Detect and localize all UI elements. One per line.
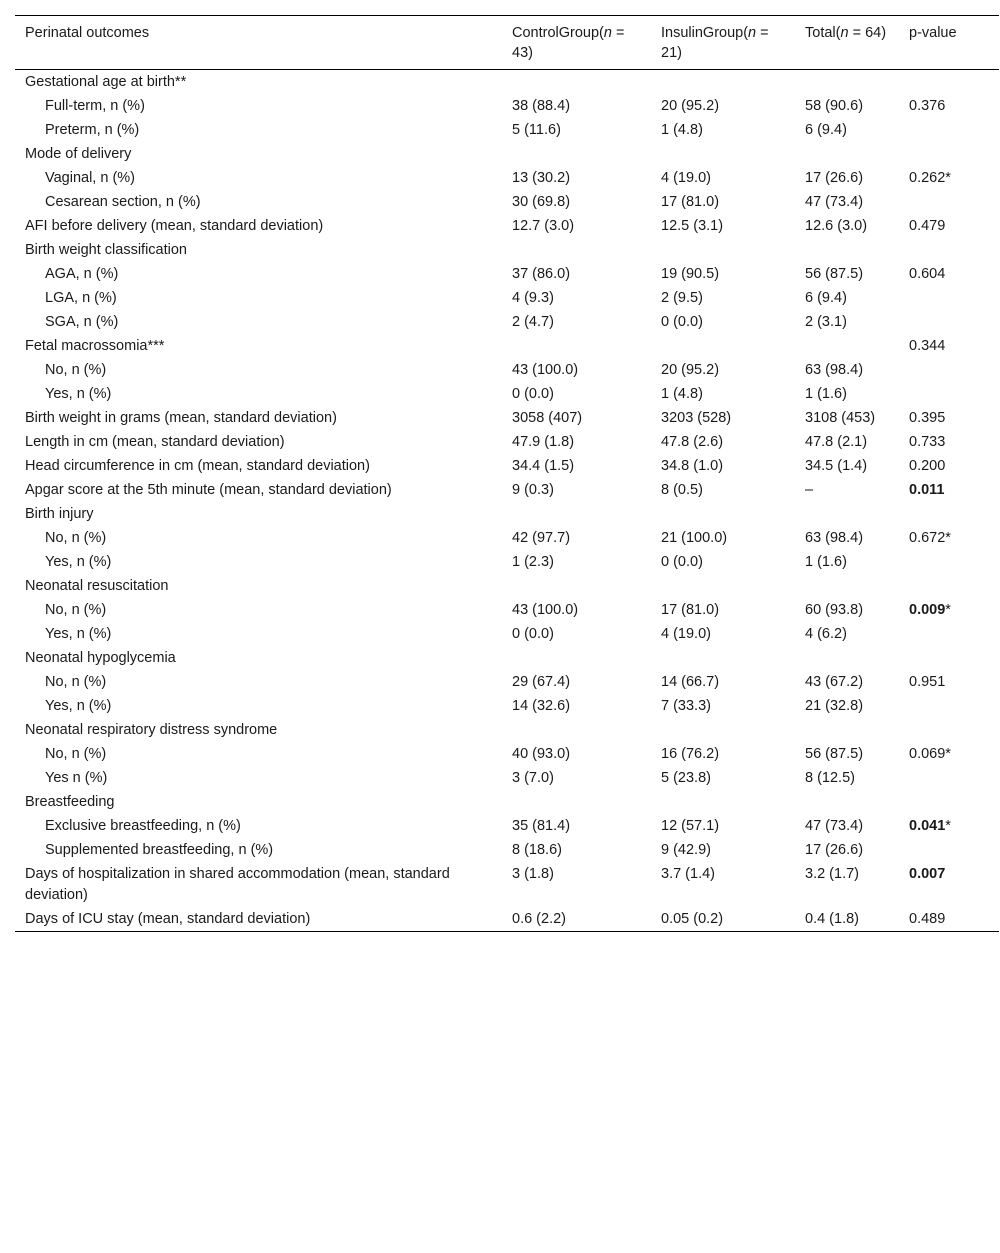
p-value-cell	[899, 718, 999, 742]
row-label: SGA, n (%)	[45, 314, 119, 330]
p-value-cell	[899, 166, 999, 190]
control-value	[502, 646, 651, 670]
p-value-cell	[899, 694, 999, 718]
insulin-value	[651, 790, 795, 814]
p-value-footnote-mark: *	[945, 170, 951, 186]
row-label: Neonatal hypoglycemia	[25, 650, 176, 666]
header-col3-suffix: = 21)	[661, 25, 769, 61]
row-label: Vaginal, n (%)	[45, 170, 135, 186]
p-value-cell	[899, 814, 999, 838]
row-label: No, n (%)	[45, 530, 107, 546]
row-label: Birth weight classification	[25, 242, 187, 258]
insulin-value: 0.05 (0.2)	[661, 911, 724, 927]
table-row	[15, 742, 999, 766]
row-label: Neonatal resuscitation	[25, 578, 169, 594]
p-value-cell	[899, 70, 999, 95]
control-value: 12.7 (3.0)	[512, 218, 575, 234]
p-value-cell	[899, 790, 999, 814]
p-value-cell	[899, 766, 999, 790]
total-value: 8 (12.5)	[805, 770, 855, 786]
total-value: 60 (93.8)	[805, 602, 864, 618]
control-value: 2 (4.7)	[512, 314, 554, 330]
table-row	[15, 190, 999, 214]
p-value-cell	[899, 598, 999, 622]
total-value: 0.4 (1.8)	[805, 911, 859, 927]
header-col2-prefix: ControlGroup(	[512, 25, 604, 41]
insulin-value: 17 (81.0)	[661, 194, 720, 210]
control-value: 29 (67.4)	[512, 674, 571, 690]
row-label: LGA, n (%)	[45, 290, 117, 306]
total-value	[795, 334, 899, 358]
table-row	[15, 310, 999, 334]
p-value-cell	[899, 238, 999, 262]
insulin-value: 0 (0.0)	[661, 314, 703, 330]
row-label: No, n (%)	[45, 602, 107, 618]
insulin-value: 14 (66.7)	[661, 674, 720, 690]
header-col2-n: n	[603, 25, 612, 41]
control-value: 35 (81.4)	[512, 818, 571, 834]
insulin-value	[651, 574, 795, 598]
p-value-cell	[899, 118, 999, 142]
row-label: AFI before delivery (mean, standard deviation)	[25, 218, 324, 234]
control-value: 30 (69.8)	[512, 194, 571, 210]
total-value: 63 (98.4)	[805, 362, 864, 378]
table-row	[15, 262, 999, 286]
table-row	[15, 838, 999, 862]
insulin-value: 3.7 (1.4)	[661, 866, 715, 882]
p-value-cell	[899, 286, 999, 310]
p-value: 0.951	[909, 674, 946, 690]
table-row	[15, 790, 999, 814]
control-value	[502, 502, 651, 526]
insulin-value: 5 (23.8)	[661, 770, 711, 786]
row-label: Mode of delivery	[25, 146, 132, 162]
insulin-value: 20 (95.2)	[661, 98, 720, 114]
p-value: 0.007	[909, 866, 946, 882]
header-col4-n: n	[840, 25, 849, 41]
control-value: 43 (100.0)	[512, 362, 579, 378]
insulin-value: 21 (100.0)	[661, 530, 728, 546]
p-value-cell	[899, 406, 999, 430]
header-p-value	[899, 16, 999, 70]
perinatal-outcomes-table	[15, 15, 999, 932]
total-value	[795, 790, 899, 814]
table-row	[15, 526, 999, 550]
insulin-value	[651, 646, 795, 670]
total-value	[795, 70, 899, 95]
header-insulin-group	[651, 16, 795, 70]
total-value: 3.2 (1.7)	[805, 866, 859, 882]
p-value: 0.344	[909, 338, 946, 354]
control-value	[502, 718, 651, 742]
insulin-value	[651, 238, 795, 262]
total-value: 47.8 (2.1)	[805, 434, 868, 450]
row-label: Supplemented breastfeeding, n (%)	[45, 842, 274, 858]
control-value	[502, 238, 651, 262]
control-value: 40 (93.0)	[512, 746, 571, 762]
control-value: 37 (86.0)	[512, 266, 571, 282]
insulin-value: 4 (19.0)	[661, 626, 711, 642]
row-label: Head circumference in cm (mean, standard deviation)	[25, 458, 370, 474]
row-label: No, n (%)	[45, 746, 107, 762]
p-value: 0.200	[909, 458, 946, 474]
row-label: Exclusive breastfeeding, n (%)	[45, 818, 241, 834]
total-value: 17 (26.6)	[805, 170, 864, 186]
row-label: Apgar score at the 5th minute (mean, standard deviation)	[25, 482, 392, 498]
p-value-cell	[899, 478, 999, 502]
insulin-value: 7 (33.3)	[661, 698, 711, 714]
control-value: 34.4 (1.5)	[512, 458, 575, 474]
table-row	[15, 502, 999, 526]
table-row	[15, 334, 999, 358]
insulin-value: 3203 (528)	[661, 410, 732, 426]
insulin-value	[651, 502, 795, 526]
row-label: Birth weight in grams (mean, standard deviation)	[25, 410, 337, 426]
insulin-value: 4 (19.0)	[661, 170, 711, 186]
p-value-cell	[899, 454, 999, 478]
total-value: 56 (87.5)	[805, 746, 864, 762]
insulin-value: 0 (0.0)	[661, 554, 703, 570]
p-value: 0.479	[909, 218, 946, 234]
table-row	[15, 862, 999, 907]
p-value-cell	[899, 907, 999, 932]
control-value	[502, 334, 651, 358]
p-value-cell	[899, 262, 999, 286]
table-row	[15, 142, 999, 166]
table-row	[15, 382, 999, 406]
p-value-footnote-mark: *	[945, 746, 951, 762]
header-col3-n: n	[748, 25, 757, 41]
total-value: 6 (9.4)	[805, 290, 847, 306]
control-value: 9 (0.3)	[512, 482, 554, 498]
row-label: AGA, n (%)	[45, 266, 119, 282]
p-value-footnote-mark: *	[945, 818, 951, 834]
table-row	[15, 406, 999, 430]
insulin-value: 16 (76.2)	[661, 746, 720, 762]
control-value	[502, 574, 651, 598]
insulin-value: 20 (95.2)	[661, 362, 720, 378]
insulin-value: 34.8 (1.0)	[661, 458, 724, 474]
p-value-cell	[899, 502, 999, 526]
p-value-cell	[899, 310, 999, 334]
total-value: 4 (6.2)	[805, 626, 847, 642]
row-label: No, n (%)	[45, 362, 107, 378]
control-value	[502, 790, 651, 814]
total-value: –	[805, 482, 814, 498]
p-value: 0.672	[909, 530, 946, 546]
table-row	[15, 430, 999, 454]
p-value-cell	[899, 622, 999, 646]
table-row	[15, 70, 999, 95]
total-value	[795, 646, 899, 670]
total-value: 34.5 (1.4)	[805, 458, 868, 474]
row-label: Preterm, n (%)	[45, 122, 140, 138]
table-row	[15, 766, 999, 790]
p-value: 0.733	[909, 434, 946, 450]
total-value: 6 (9.4)	[805, 122, 847, 138]
insulin-value: 2 (9.5)	[661, 290, 703, 306]
p-value-cell	[899, 862, 999, 907]
table-row	[15, 118, 999, 142]
total-value: 12.6 (3.0)	[805, 218, 868, 234]
total-value: 21 (32.8)	[805, 698, 864, 714]
control-value: 38 (88.4)	[512, 98, 571, 114]
insulin-value: 12 (57.1)	[661, 818, 720, 834]
insulin-value: 17 (81.0)	[661, 602, 720, 618]
p-value: 0.604	[909, 266, 946, 282]
p-value-cell	[899, 670, 999, 694]
control-value: 13 (30.2)	[512, 170, 571, 186]
control-value: 0 (0.0)	[512, 386, 554, 402]
table-row	[15, 622, 999, 646]
insulin-value: 47.8 (2.6)	[661, 434, 724, 450]
row-label: Length in cm (mean, standard deviation)	[25, 434, 285, 450]
total-value: 58 (90.6)	[805, 98, 864, 114]
total-value: 2 (3.1)	[805, 314, 847, 330]
p-value: 0.041	[909, 818, 946, 834]
table-row	[15, 907, 999, 932]
header-col2-suffix: = 43)	[512, 25, 625, 61]
control-value: 42 (97.7)	[512, 530, 571, 546]
insulin-value	[651, 334, 795, 358]
total-value	[795, 718, 899, 742]
control-value: 14 (32.6)	[512, 698, 571, 714]
control-value: 3 (7.0)	[512, 770, 554, 786]
total-value	[795, 142, 899, 166]
total-value: 1 (1.6)	[805, 386, 847, 402]
insulin-value: 8 (0.5)	[661, 482, 703, 498]
p-value-footnote-mark: *	[945, 602, 951, 618]
row-label: Cesarean section, n (%)	[45, 194, 201, 210]
header-col3-prefix: InsulinGroup(	[661, 25, 749, 41]
p-value: 0.069	[909, 746, 946, 762]
table-row	[15, 238, 999, 262]
total-value: 63 (98.4)	[805, 530, 864, 546]
row-label: Days of hospitalization in shared accommodation (mean, standard deviation)	[25, 866, 450, 903]
header-row	[15, 16, 999, 70]
table-row	[15, 454, 999, 478]
p-value-cell	[899, 526, 999, 550]
header-col4-suffix: = 64)	[848, 25, 887, 41]
p-value-cell	[899, 574, 999, 598]
total-value	[795, 238, 899, 262]
control-value: 1 (2.3)	[512, 554, 554, 570]
p-value-cell	[899, 358, 999, 382]
table-row	[15, 598, 999, 622]
p-value-cell	[899, 550, 999, 574]
p-value: 0.489	[909, 911, 946, 927]
p-value-cell	[899, 214, 999, 238]
row-label: Birth injury	[25, 506, 94, 522]
table-row	[15, 814, 999, 838]
table-row	[15, 670, 999, 694]
header-col1-text: Perinatal outcomes	[25, 25, 150, 41]
control-value: 43 (100.0)	[512, 602, 579, 618]
p-value: 0.395	[909, 410, 946, 426]
table-row	[15, 358, 999, 382]
p-value-cell	[899, 142, 999, 166]
total-value	[795, 574, 899, 598]
p-value-cell	[899, 190, 999, 214]
insulin-value	[651, 142, 795, 166]
control-value: 47.9 (1.8)	[512, 434, 575, 450]
control-value: 0.6 (2.2)	[512, 911, 566, 927]
p-value: 0.376	[909, 98, 946, 114]
row-label: Neonatal respiratory distress syndrome	[25, 722, 278, 738]
table-row	[15, 286, 999, 310]
p-value-cell	[899, 94, 999, 118]
row-label: No, n (%)	[45, 674, 107, 690]
row-label: Yes n (%)	[45, 770, 108, 786]
table-row	[15, 574, 999, 598]
table-body	[15, 70, 999, 932]
control-value: 8 (18.6)	[512, 842, 562, 858]
header-control-group	[502, 16, 651, 70]
total-value: 47 (73.4)	[805, 194, 864, 210]
p-value-cell	[899, 742, 999, 766]
insulin-value	[651, 718, 795, 742]
p-value-cell	[899, 646, 999, 670]
table-row	[15, 550, 999, 574]
p-value-footnote-mark: *	[945, 530, 951, 546]
p-value-cell	[899, 334, 999, 358]
table-header	[15, 16, 999, 70]
row-label: Yes, n (%)	[45, 386, 112, 402]
row-label: Yes, n (%)	[45, 698, 112, 714]
p-value: 0.011	[909, 482, 945, 498]
perinatal-outcomes-table-container	[15, 15, 999, 932]
p-value-cell	[899, 838, 999, 862]
control-value	[502, 142, 651, 166]
p-value-cell	[899, 382, 999, 406]
row-label: Gestational age at birth**	[25, 74, 187, 90]
total-value: 56 (87.5)	[805, 266, 864, 282]
control-value: 4 (9.3)	[512, 290, 554, 306]
row-label: Yes, n (%)	[45, 626, 112, 642]
table-row	[15, 694, 999, 718]
table-row	[15, 166, 999, 190]
total-value: 17 (26.6)	[805, 842, 864, 858]
p-value-cell	[899, 430, 999, 454]
control-value	[502, 70, 651, 95]
total-value	[795, 502, 899, 526]
header-perinatal-outcomes	[15, 16, 502, 70]
p-value: 0.009	[909, 602, 946, 618]
insulin-value: 1 (4.8)	[661, 386, 703, 402]
insulin-value: 12.5 (3.1)	[661, 218, 724, 234]
header-total	[795, 16, 899, 70]
row-label: Breastfeeding	[25, 794, 115, 810]
table-row	[15, 478, 999, 502]
control-value: 0 (0.0)	[512, 626, 554, 642]
header-col4-prefix: Total(	[805, 25, 841, 41]
total-value: 43 (67.2)	[805, 674, 864, 690]
insulin-value	[651, 70, 795, 95]
table-row	[15, 94, 999, 118]
control-value: 3058 (407)	[512, 410, 583, 426]
table-row	[15, 718, 999, 742]
table-row	[15, 646, 999, 670]
total-value: 1 (1.6)	[805, 554, 847, 570]
control-value: 5 (11.6)	[512, 122, 561, 138]
insulin-value: 1 (4.8)	[661, 122, 703, 138]
insulin-value: 9 (42.9)	[661, 842, 711, 858]
total-value: 47 (73.4)	[805, 818, 864, 834]
p-value: 0.262	[909, 170, 946, 186]
table-row	[15, 214, 999, 238]
row-label: Fetal macrossomia***	[25, 338, 165, 354]
insulin-value: 19 (90.5)	[661, 266, 720, 282]
row-label: Yes, n (%)	[45, 554, 112, 570]
total-value: 3108 (453)	[805, 410, 876, 426]
row-label: Days of ICU stay (mean, standard deviation)	[25, 911, 311, 927]
header-col5-text: p-value	[909, 25, 957, 41]
row-label: Full-term, n (%)	[45, 98, 145, 114]
control-value: 3 (1.8)	[512, 866, 554, 882]
